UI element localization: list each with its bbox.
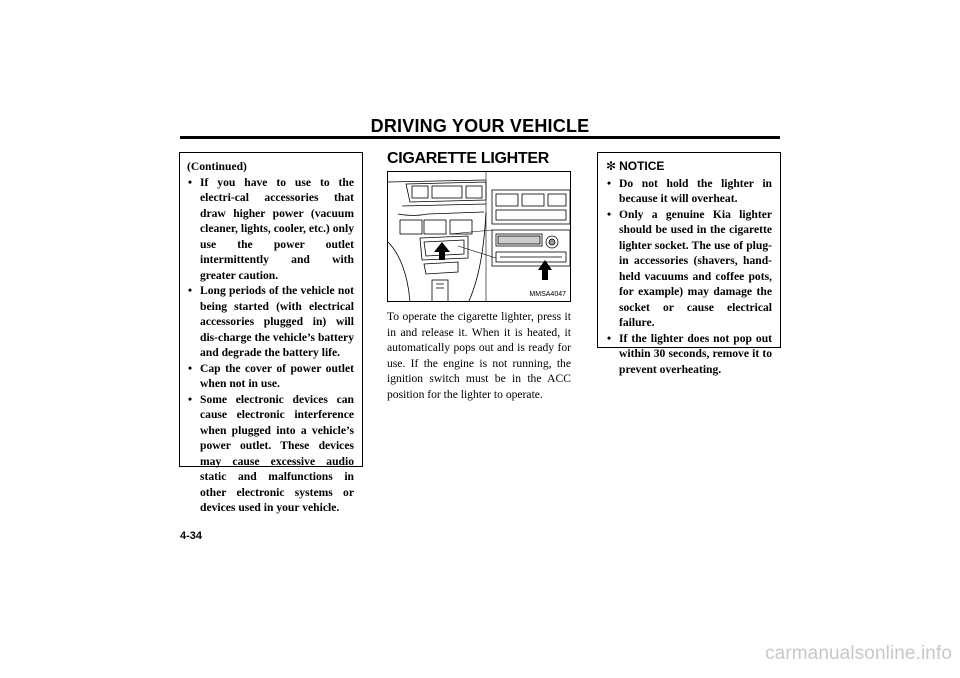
- notice-title: NOTICE: [619, 159, 665, 173]
- page-header-title: DRIVING YOUR VEHICLE: [370, 116, 590, 136]
- notice-asterisk-icon: ✻: [606, 159, 617, 173]
- console-drawing: [388, 172, 571, 302]
- watermark: carmanualsonline.info: [765, 643, 952, 664]
- notice-box: [597, 152, 781, 376]
- section-title: CIGARETTE LIGHTER: [387, 150, 550, 167]
- header-rule: [180, 136, 780, 139]
- caution-item: • If you have to use to the electri-cal accessories that draw higher power (vacuum cleaner, lights, cooler, etc.) only use the power outlet intermittently and with greater caution.: [187, 175, 354, 284]
- notice-item: • Only a genuine Kia lighter should be used in the cigarette lighter socket. The use of plug-in accessories (shavers, hand-held vacuums and coffee pots, for example) may damage the socket or cause electrical failure.: [606, 207, 772, 331]
- continued-caution-box: [179, 152, 363, 514]
- cigarette-lighter-illustration: [387, 171, 571, 302]
- caution-item: • Long periods of the vehicle not being started (with electrical accessories plugged in) will dis-charge the vehicle’s battery and degrade the battery life.: [187, 283, 354, 361]
- notice-heading: [606, 159, 772, 175]
- continued-label: (Continued): [187, 160, 247, 173]
- notice-item: • Do not hold the lighter in because it will overheat.: [606, 176, 772, 207]
- page-number: 4-34: [180, 530, 203, 542]
- notice-list: [606, 176, 772, 378]
- caution-item: • Some electronic devices can cause electronic interference when plugged into a vehicle’s power outlet. These devices may cause excessive audio static and malfunctions in other electronic systems or devices used in your vehicle.: [187, 392, 354, 516]
- figure-code: MMSA4047: [529, 291, 566, 298]
- lighter-instructions: To operate the cigarette lighter, press it in and release it. When it is heated, it automatically pops out and is ready for use. If the engine is not running, the ignition switch must be in the ACC position for the lighter to operate.: [387, 310, 571, 401]
- caution-item: • Cap the cover of power outlet when not in use.: [187, 361, 354, 392]
- caution-list: [187, 175, 354, 516]
- notice-item: • If the lighter does not pop out within 30 seconds, remove it to prevent overheating.: [606, 331, 772, 378]
